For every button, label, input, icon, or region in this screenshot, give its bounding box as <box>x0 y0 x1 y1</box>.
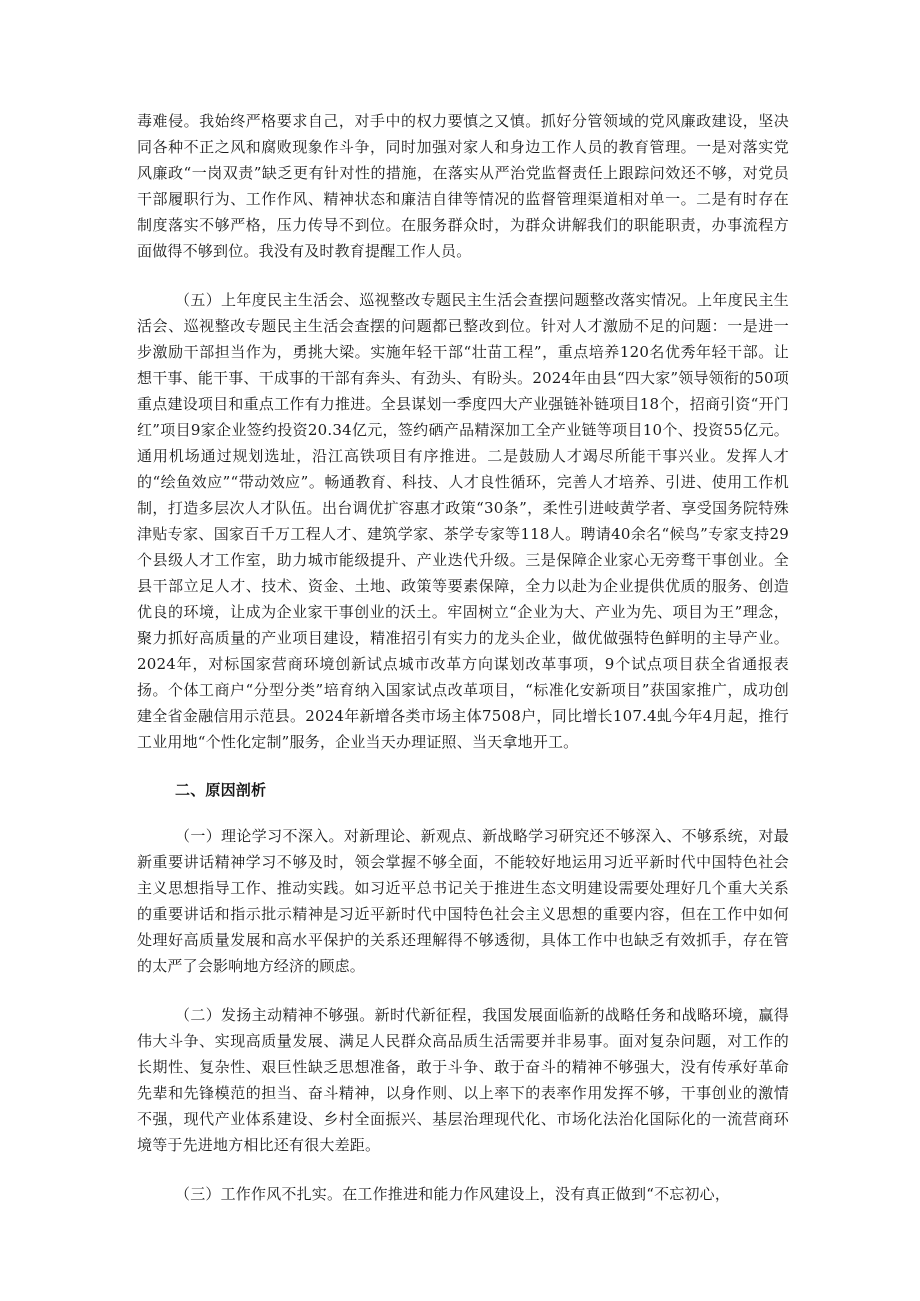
paragraph-initiative-spirit: （二）发扬主动精神不够强。新时代新征程，我国发展面临新的战略任务和战略环境，赢得伟大斗争、实现高质量发展、满足人民群众高品质生活需要并非易事。面对复杂问题，对工作的长期性、复杂性、艰巨性缺乏思想准备，敢于斗争、敢于奋斗的精神不够强大，没有传承好革命先辈和先锋模范的担当、奋斗精神，以身作则、以上率下的表率作用发挥不够，干事创业的激情不强，现代产业体系建设、乡村全面振兴、基层治理现代化、市场化法治化国际化的一流营商环境等于先进地方相比还有很大差距。 <box>137 1006 789 1154</box>
paragraph-work-style: （三）工作作风不扎实。在工作推进和能力作风建设上，没有真正做到“不忘初心， <box>175 1185 731 1203</box>
document-body <box>137 108 789 1207</box>
paragraph-integrity-education: 毒难侵。我始终严格要求自己，对手中的权力要慎之又慎。抓好分管领域的党风廉政建设，坚决同各种不正之风和腐败现象作斗争，同时加强对家人和身边工作人员的教育管理。一是对落实党风廉政“一岗双责”缺乏更有针对性的措施，在落实从严治党监督责任上跟踪问效还不够，对党员干部履职行为、工作作风、精神状态和廉洁自律等情况的监督管理渠道相对单一。二是有时存在制度落实不够严格，压力传导不到位。在服务群众时，为群众讲解我们的职能职责，办事流程方面做得不够到位。我没有及时教育提醒工作人员。 <box>137 112 789 260</box>
paragraph-theory-study: （一）理论学习不深入。对新理论、新观点、新战略学习研究还不够深入、不够系统，对最新重要讲话精神学习不够及时，领会掌握不够全面，不能较好地运用习近平新时代中国特色社会主义思想指导工作、推动实践。如习近平总书记关于推进生态文明建设需要处理好几个重大关系的重要讲话和指示批示精神是习近平新时代中国特色社会主义思想的重要内容，但在工作中如何处理好高质量发展和高水平保护的关系还理解得不够透彻，具体工作中也缺乏有效抓手，存在管的太严了会影响地方经济的顾虑。 <box>137 827 789 975</box>
paragraph-rectification-status: （五）上年度民主生活会、巡视整改专题民主生活会查摆问题整改落实情况。上年度民主生活会、巡视整改专题民主生活会查摆的问题都已整改到位。针对人才激励不足的问题：一是进一步激励干部担当作为，勇挑大梁。实施年轻干部“壮苗工程”，重点培养120名优秀年轻干部。让想干事、能干事、干成事的干部有奔头、有劲头、有盼头。2024年由县“四大家”领导领衔的50项重点建设项目和重点工作有力推进。全县谋划一季度四大产业强链补链项目18个，招商引资“开门红”项目9家企业签约投资20.34亿元，签约硒产品精深加工全产业链等项目10个、投资55亿元。通用机场通过规划选址，沿江高铁项目有序推进。二是鼓励人才竭尽所能干事兴业。发挥人才的“绘鱼效应”“带动效应”。畅通教育、科技、人才良性循环，完善人才培养、引进、使用工作机制，打造多层次人才队伍。出台调优扩容惠才政策“30条”，柔性引进岐黄学者、享受国务院特殊津贴专家、国家百千万工程人才、建筑学家、茶学专家等118人。聘请40余名“候鸟”专家支持29个县级人才工作室，助力城市能级提升、产业迭代升级。三是保障企业家心无旁骛干事创业。全县干部立足人才、技术、资金、土地、政策等要素保障，全力以赴为企业提供优质的服务、创造优良的环境，让成为企业家干事创业的沃土。牢固树立“企业为大、产业为先、项目为王”理念，聚力抓好高质量的产业项目建设，精准招引有实力的龙头企业，做优做强特色鲜明的主导产业。2024年，对标国家营商环境创新试点城市改革方向谋划改革事项，9个试点项目获全省通报表扬。个体工商户“分型分类”培育纳入国家试点改革项目，“标准化安新项目”获国家推广，成功创建全省金融信用示范县。2024年新增各类市场主体7508户，同比增长107.4虬今年4月起，推行工业用地“个性化定制”服务，企业当天办理证照、当天拿地开工。 <box>137 291 789 751</box>
section-heading-cause-analysis: 二、原因剖析 <box>175 781 267 799</box>
